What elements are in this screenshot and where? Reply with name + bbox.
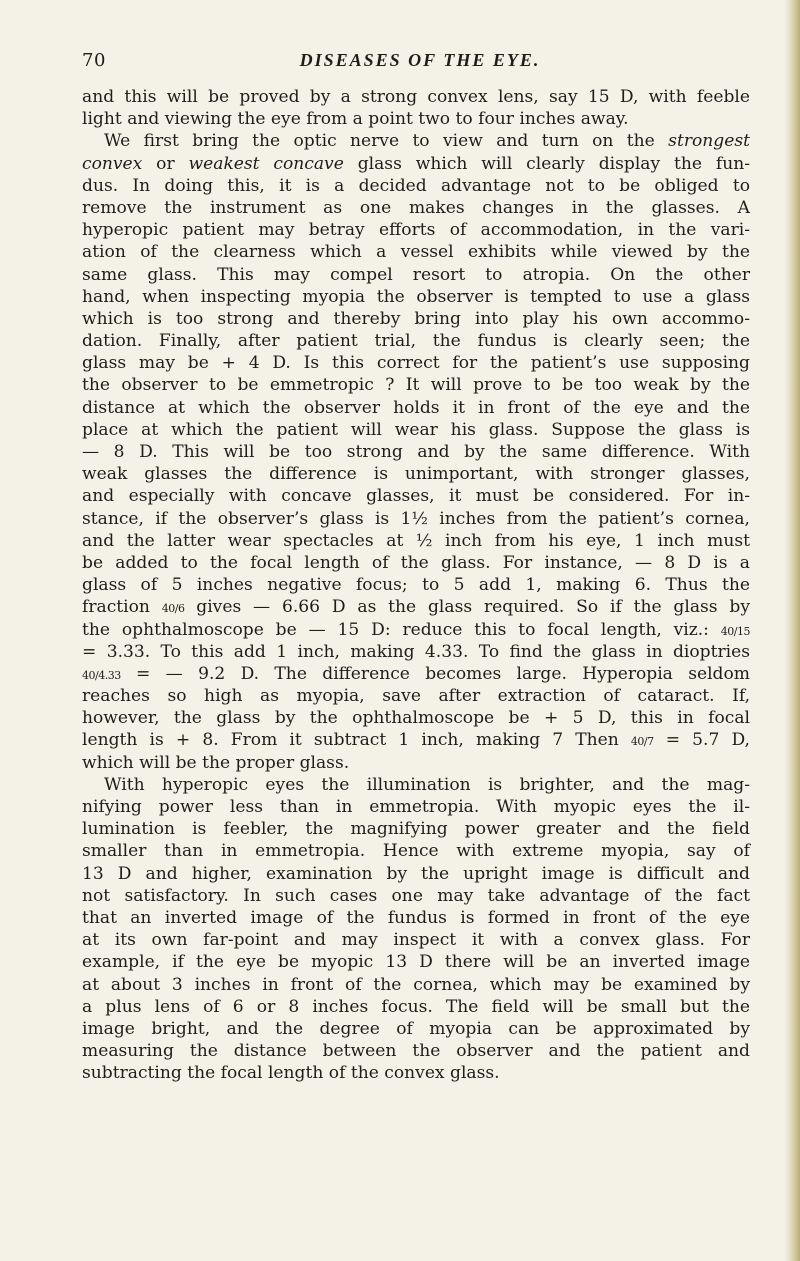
- text-line: which will be the proper glass.: [82, 752, 350, 773]
- body-text: [82, 86, 750, 1084]
- emphasis: convex: [82, 153, 143, 174]
- text-line: nifying power less than in emmetropia. With myopic eyes the il-: [82, 797, 750, 817]
- text-line: weak glasses the difference is unimportant, with stronger glasses,: [82, 464, 750, 485]
- text-line: length is + 8. From it subtract 1 inch, making 7 Then 40/7 = 5.7 D,: [82, 730, 750, 751]
- text-line: convex or weakest concave glass which will clearly display the fun-: [82, 153, 750, 174]
- text-line: With hyperopic eyes the illumination is brighter, and the mag-: [104, 774, 750, 795]
- text-line: 40/4.33 = — 9.2 D. The difference becomes large. Hyperopia seldom: [82, 663, 750, 684]
- text-line: the observer to be emmetropic ? It will prove to be too weak by the: [82, 375, 750, 396]
- text-line: ation of the clearness which a vessel exhibits while viewed by the: [82, 242, 750, 263]
- text-line: reaches so high as myopia, save after extraction of cataract. If,: [82, 686, 750, 707]
- text-line: be added to the focal length of the glass. For instance, — 8 D is a: [82, 552, 750, 573]
- text-line: dation. Finally, after patient trial, the fundus is clearly seen; the: [82, 331, 750, 352]
- fraction: 40/4.33: [82, 668, 121, 682]
- text-line: that an inverted image of the fundus is formed in front of the eye: [82, 907, 750, 928]
- text-line: example, if the eye be myopic 13 D there will be an inverted image: [82, 952, 750, 973]
- text-line: hand, when inspecting myopia the observer is tempted to use a glass: [82, 286, 750, 307]
- text-line: We first bring the optic nerve to view and turn on the strongest: [104, 131, 750, 152]
- page-number: 70: [82, 50, 106, 71]
- text-line: place at which the patient will wear his glass. Suppose the glass is: [82, 419, 750, 440]
- text-line: 13 D and higher, examination by the upright image is difficult and: [82, 863, 750, 884]
- text-line: = 3.33. To this add 1 inch, making 4.33. To find the glass in dioptries: [82, 641, 750, 662]
- text-line: glass of 5 inches negative focus; to 5 add 1, making 6. Thus the: [82, 575, 750, 596]
- page-header: [82, 50, 748, 76]
- text-line: light and viewing the eye from a point two to four inches away.: [82, 109, 629, 130]
- text-line: stance, if the observer’s glass is 1½ inches from the patient’s cornea,: [82, 508, 750, 529]
- text-line: smaller than in emmetropia. Hence with extreme myopia, say of: [82, 841, 750, 862]
- text-line: fraction 40/6 gives — 6.66 D as the glass required. So if the glass by: [82, 597, 750, 618]
- text-line: however, the glass by the ophthalmoscope be + 5 D, this in focal: [82, 708, 750, 729]
- text-line: measuring the distance between the observer and the patient and: [82, 1041, 750, 1062]
- text-line: image bright, and the degree of myopia can be approximated by: [82, 1018, 750, 1039]
- page-edge-shadow: [784, 0, 800, 1261]
- text-line: — 8 D. This will be too strong and by the same difference. With: [82, 442, 750, 462]
- text-line: dus. In doing this, it is a decided advantage not to be obliged to: [82, 175, 750, 196]
- fraction: 40/7: [630, 735, 654, 749]
- text-line: at its own far-point and may inspect it with a convex glass. For: [82, 930, 750, 951]
- text-line: the ophthalmoscope be — 15 D: reduce this to focal length, viz.: 40/15: [82, 619, 750, 640]
- text-line: and this will be proved by a strong convex lens, say 15 D, with feeble: [82, 87, 750, 107]
- emphasis: strongest: [668, 131, 750, 152]
- text-line: glass may be + 4 D. Is this correct for the patient’s use supposing: [82, 353, 750, 374]
- text-line: a plus lens of 6 or 8 inches focus. The field will be small but the: [82, 996, 750, 1017]
- emphasis: weakest concave: [188, 153, 344, 174]
- text-line: at about 3 inches in front of the cornea, which may be examined by: [82, 974, 750, 995]
- text-line: remove the instrument as one makes changes in the glasses. A: [82, 197, 750, 218]
- text-line: subtracting the focal length of the convex glass.: [82, 1063, 500, 1084]
- text-line: distance at which the observer holds it in front of the eye and the: [82, 397, 750, 418]
- text-line: and especially with concave glasses, it must be considered. For in-: [82, 486, 750, 507]
- fraction: 40/15: [720, 624, 750, 638]
- text-line: lumination is feebler, the magnifying power greater and the field: [82, 819, 750, 840]
- text-line: which is too strong and thereby bring into play his own accommo-: [82, 308, 750, 329]
- text-line: hyperopic patient may betray efforts of accommodation, in the vari-: [82, 220, 750, 241]
- text-line: not satisfactory. In such cases one may take advantage of the fact: [82, 885, 750, 906]
- fraction: 40/6: [161, 602, 185, 616]
- text-line: same glass. This may compel resort to atropia. On the other: [82, 264, 750, 285]
- running-title: DISEASES OF THE EYE.: [299, 50, 541, 70]
- text-line: and the latter wear spectacles at ½ inch from his eye, 1 inch must: [82, 530, 750, 551]
